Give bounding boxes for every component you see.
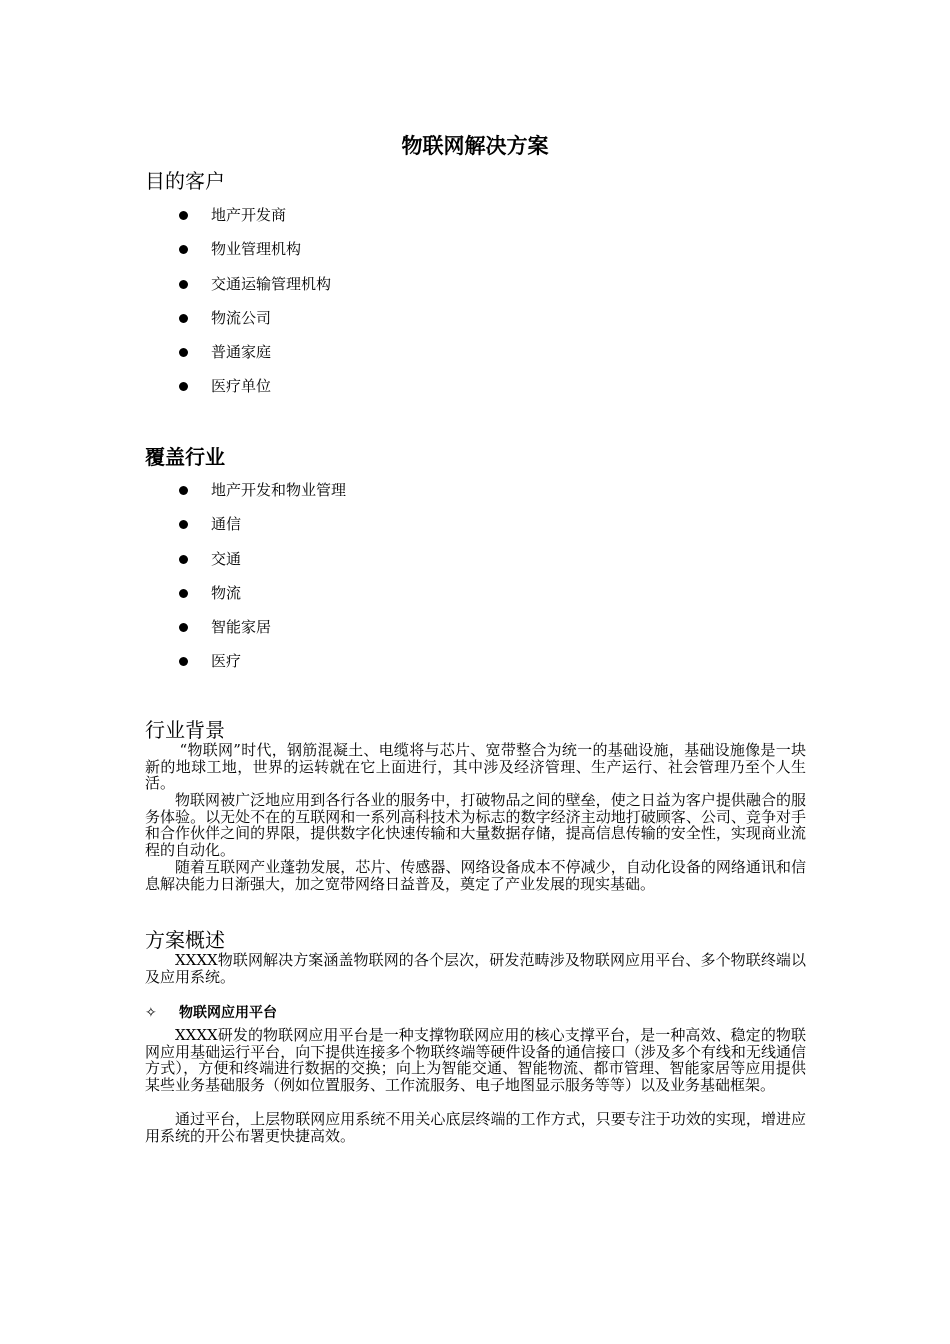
bullet-dot-icon (179, 520, 188, 529)
industries-heading: 覆盖行业 (145, 445, 225, 469)
diamond-bullet-icon: ✧ (145, 1005, 157, 1021)
bullet-dot-icon (179, 211, 188, 220)
bullet-dot-icon (179, 245, 188, 254)
platform-paragraph-1: XXXX研发的物联网应用平台是一种支撑物联网应用的核心支撑平台，是一种高效、稳定的物联网应用基础运行平台，向下提供连接多个物联终端等硬件设备的通信接口（涉及多个有线和无线通信方式），方便和终端进行数据的交换；向上为智能交通、智能物流、都市管理、智能家居等应用提供某些业务基础服务（例如位置服务、工作流服务、电子地图显示服务等等）以及业务基础框架。 (145, 1026, 806, 1094)
document-title: 物联网解决方案 (401, 133, 549, 158)
background-paragraph-1: “物联网”时代，钢筋混凝土、电缆将与芯片、宽带整合为统一的基础设施，基础设施像是一块新的地球工地，世界的运转就在它上面进行，其中涉及经济管理、生产运行、社会管理乃至个人生活。 (145, 741, 806, 793)
platform-subheading: ✧ 物联网应用平台 (145, 1005, 277, 1021)
bullet-dot-icon (179, 555, 188, 564)
bullet-dot-icon (179, 486, 188, 495)
background-paragraph-2: 物联网被广泛地应用到各行各业的服务中，打破物品之间的壁垒，使之日益为客户提供融合的服务体验。以无处不在的互联网和一系列高科技术为标志的数字经济主动地打破顾客、公司、竞争对手和合作伙伴之间的界限，提供数字化快速传输和大量数据存储，提高信息传输的安全性，实现商业流程的自动化。 (145, 791, 806, 859)
overview-paragraph: XXXX物联网解决方案涵盖物联网的各个层次，研发范畴涉及物联网应用平台、多个物联终端以及应用系统。 (145, 951, 806, 986)
bullet-dot-icon (179, 623, 188, 632)
bullet-dot-icon (179, 314, 188, 323)
background-paragraph-3: 随着互联网产业蓬勃发展，芯片、传感器、网络设备成本不停减少，自动化设备的网络通讯和信息解决能力日渐强大，加之宽带网络日益普及，奠定了产业发展的现实基础。 (145, 858, 806, 893)
document-page: 物联网解决方案 目的客户 地产开发商 物业管理机构 交通运输管理机构 物流公司 普通家庭 医疗单位 覆盖行业 地产开发和物业管理 通信 交通 物流 智能家居 医疗 行业背景 “物联网”时代，钢筋混凝土、电缆将与芯片、宽带整合为统一的基础设施，基础设施像是一块新的地球工地，世界的运转就在它上面进行，其中涉及经济管理、生产运行、社会管理乃至个人生活。 物联网被广泛地应用到各行各业的服务中，打破物品之间的壁垒，使之日益为客户提供融合的服务体验。以无处不在的互联网和一系列高科技术为标志的数字经济主动地打破顾客、公司、竞争对手和合作伙伴之间的界限，提供数字化快速传输和大量数据存储，提高信息传输的安全性，实现商业流程的自动化。 随着互联网产业蓬勃发展，芯片、传感器、网络设备成本不停减少，自动化设备的网络通讯和信息解决能力日渐强大，加之宽带网络日益普及，奠定了产业发展的现实基础。 方案概述 XXXX物联网解决方案涵盖物联网的各个层次，研发范畴涉及物联网应用平台、多个物联终端以及应用系统。 ✧ 物联网应用平台 XXXX研发的物联网应用平台是一种支撑物联网应用的核心支撑平台，是一种高效、稳定的物联网应用基础运行平台，向下提供连接多个物联终端等硬件设备的通信接口（涉及多个有线和无线通信方式），方便和终端进行数据的交换；向上为智能交通、智能物流、都市管理、智能家居等应用提供某些业务基础服务（例如位置服务、工作流服务、电子地图显示服务等等）以及业务基础框架。 通过平台，上层物联网应用系统不用关心底层终端的工作方式，只要专注于功效的实现，增进应用系统的开公布署更快捷高效。 (0, 0, 950, 1344)
bullet-dot-icon (179, 382, 188, 391)
overview-heading: 方案概述 (145, 928, 225, 952)
background-heading: 行业背景 (145, 718, 225, 742)
bullet-dot-icon (179, 348, 188, 357)
bullet-dot-icon (179, 657, 188, 666)
customers-heading: 目的客户 (145, 169, 225, 193)
bullet-dot-icon (179, 589, 188, 598)
bullet-dot-icon (179, 280, 188, 289)
platform-paragraph-2: 通过平台，上层物联网应用系统不用关心底层终端的工作方式，只要专注于功效的实现，增进应用系统的开公布署更快捷高效。 (145, 1110, 806, 1145)
